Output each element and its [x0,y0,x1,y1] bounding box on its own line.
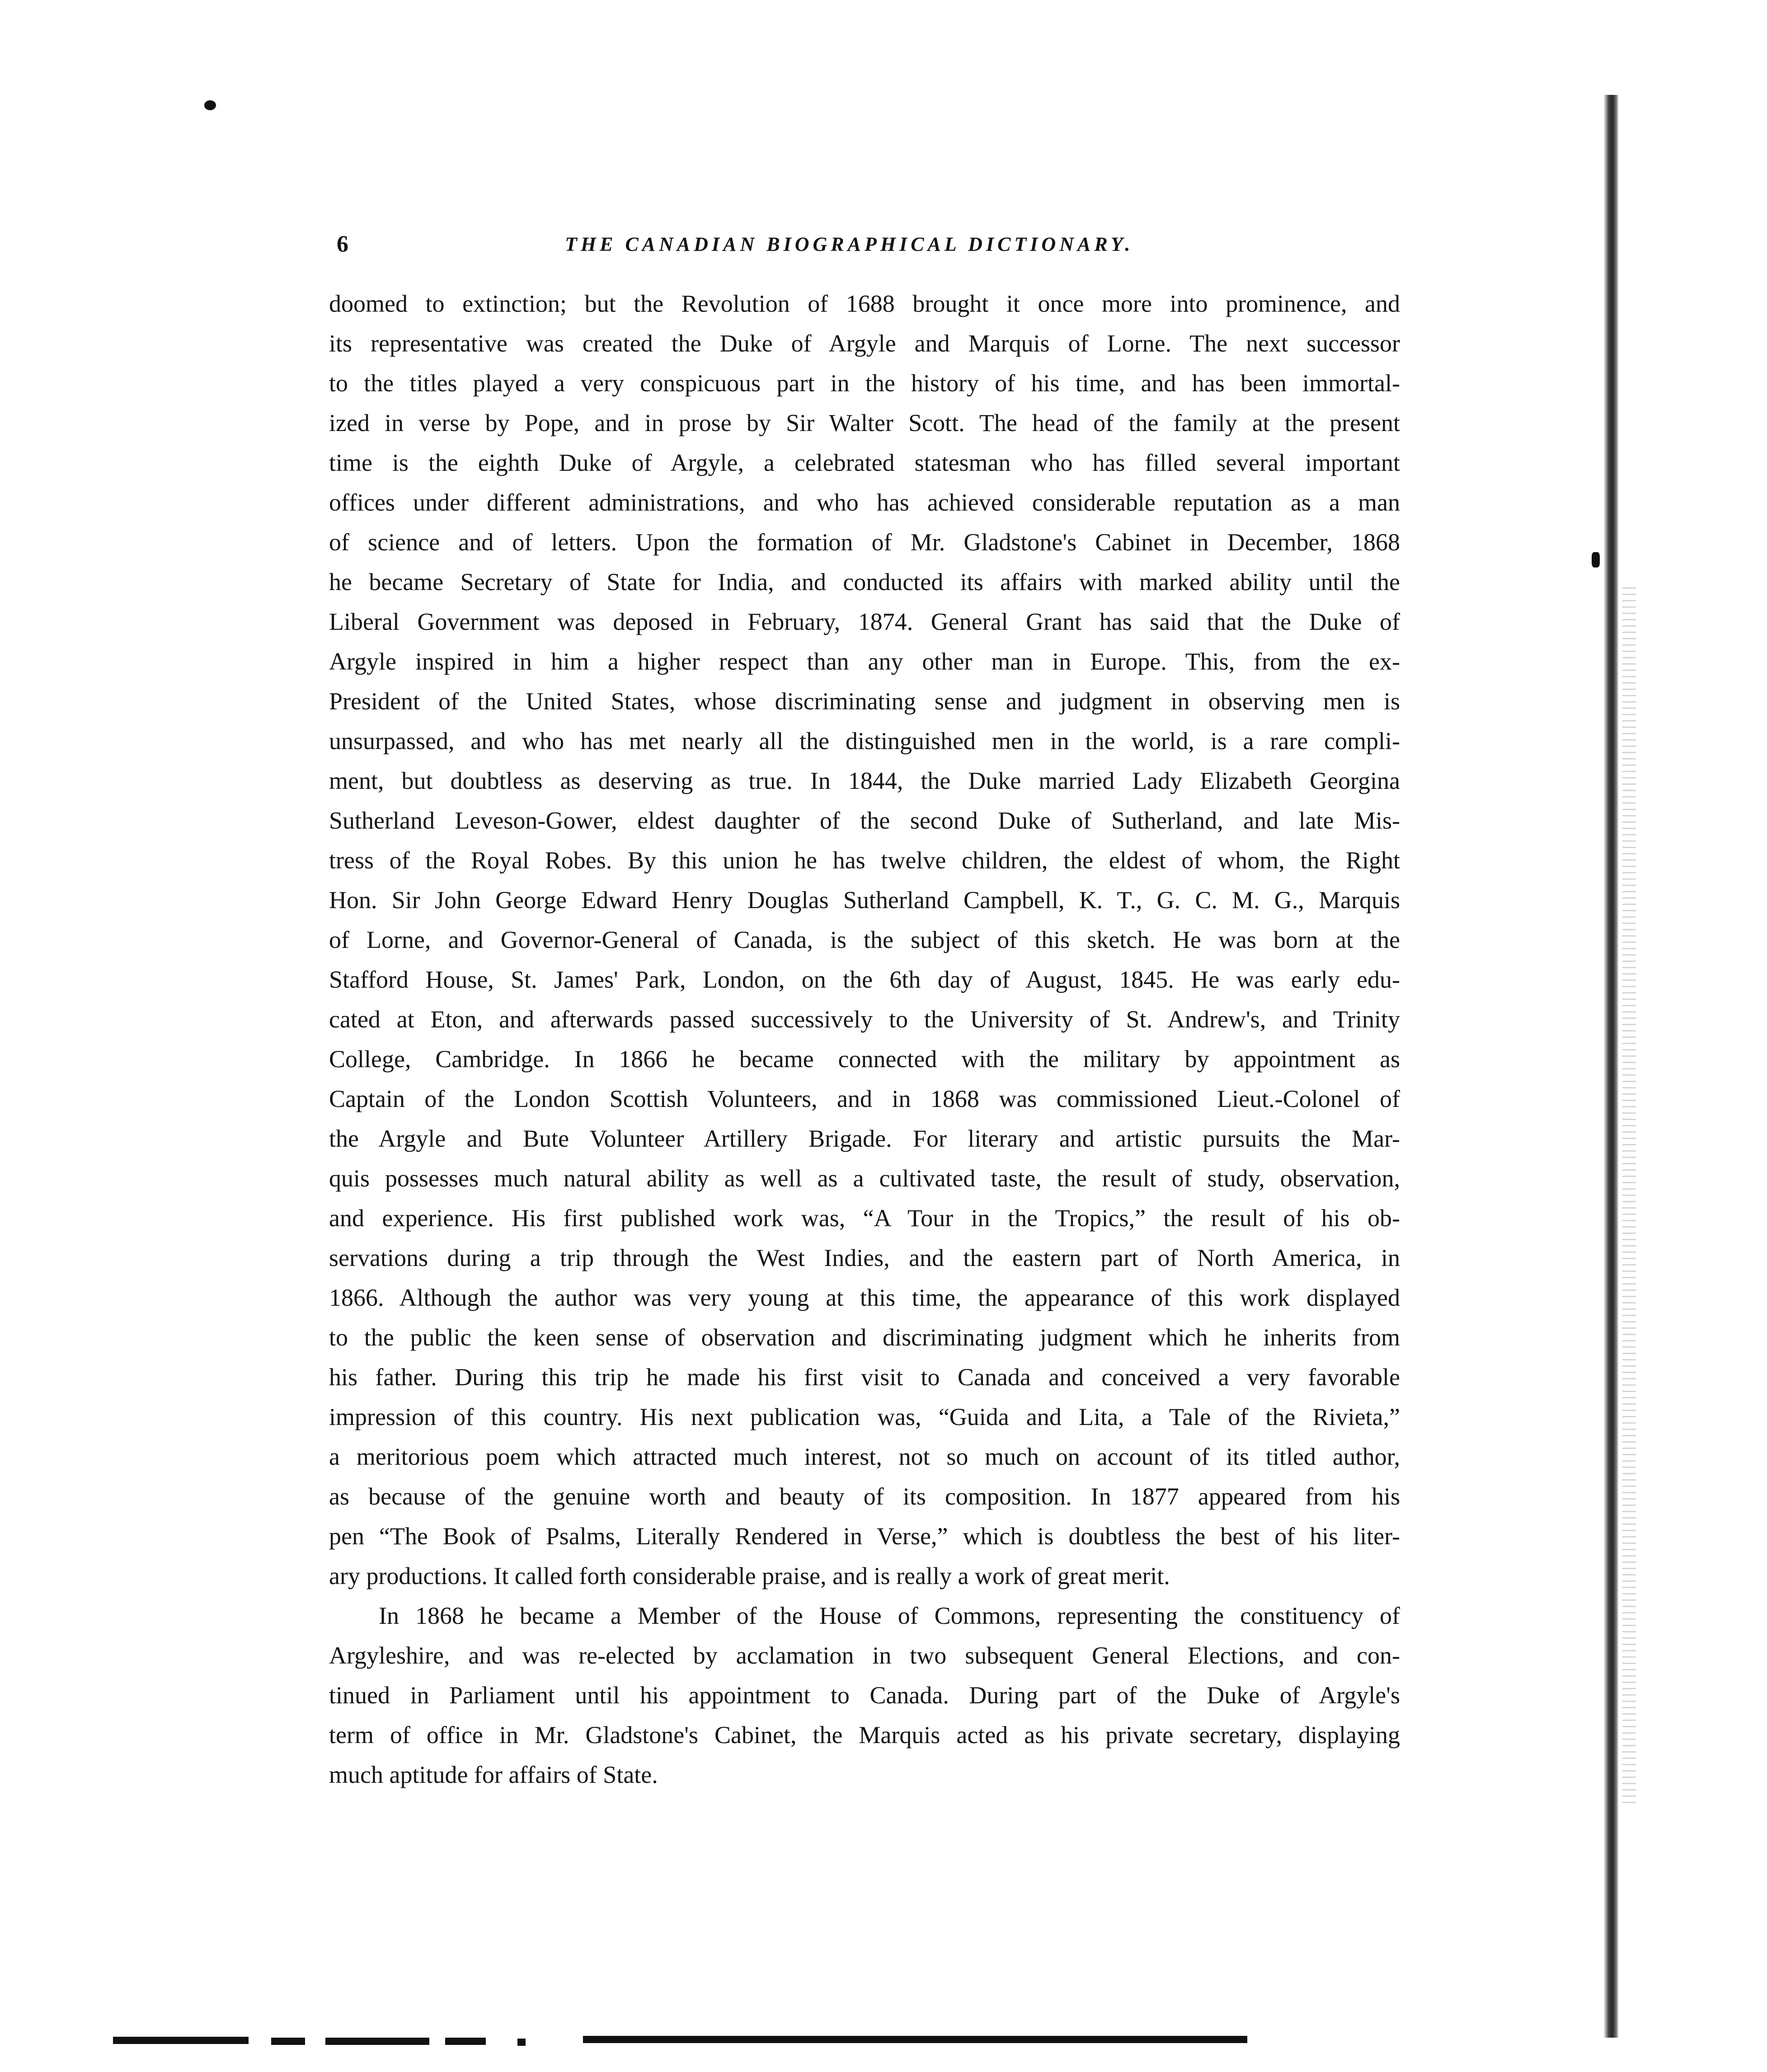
text-line: tinued in Parliament until his appointment to Canada. During part of the Duke of Argyle's [329,1682,1400,1709]
scan-dot [1592,552,1600,567]
text-line: servations during a trip through the West Indies, and the eastern part of North America, in [329,1244,1400,1271]
text-line: Sutherland Leveson-Gower, eldest daughter of the second Duke of Sutherland, and late Mis- [329,807,1400,834]
text-line: his father. During this trip he made his first visit to Canada and conceived a very favorable [329,1364,1400,1391]
text-line: 1866. Although the author was very young at this time, the appearance of this work displayed [329,1284,1400,1311]
page-header [337,229,1399,260]
text-line: offices under different administrations, and who has achieved considerable reputation as a man [329,489,1400,516]
text-line: as because of the genuine worth and beauty of its composition. In 1877 appeared from his [329,1483,1400,1510]
page-number: 6 [337,231,348,257]
scan-mark [583,2036,1247,2043]
text-line: unsurpassed, and who has met nearly all the distinguished men in the world, is a rare compli- [329,727,1400,755]
binding-shadow [1603,95,1619,2038]
text-line: its representative was created the Duke of Argyle and Marquis of Lorne. The next successor [329,330,1400,357]
scan-mark [517,2039,526,2046]
text-line: to the titles played a very conspicuous part in the history of his time, and has been immortal- [329,370,1400,397]
text-line: ized in verse by Pope, and in prose by Sir Walter Scott. The head of the family at the present [329,409,1400,436]
text-line: ary productions. It called forth considerable praise, and is really a work of great merit. [329,1562,1170,1589]
text-line: Argyleshire, and was re-elected by acclamation in two subsequent General Elections, and con- [329,1642,1400,1669]
text-line: Stafford House, St. James' Park, London, on the 6th day of August, 1845. He was early edu- [329,966,1400,993]
text-line: cated at Eton, and afterwards passed successively to the University of St. Andrew's, and Trinity [329,1006,1400,1033]
scan-mark [445,2038,486,2045]
scan-mark [271,2038,305,2045]
text-line: Captain of the London Scottish Volunteers, and in 1868 was commissioned Lieut.-Colonel of [329,1085,1400,1112]
scan-dot [204,100,216,110]
text-line: of Lorne, and Governor-General of Canada, is the subject of this sketch. He was born at the [329,926,1400,953]
text-line: much aptitude for affairs of State. [329,1761,658,1788]
text-line: College, Cambridge. In 1866 he became connected with the military by appointment as [329,1045,1400,1073]
scan-mark [325,2038,429,2045]
text-line: and experience. His first published work was, “A Tour in the Tropics,” the result of his ob- [329,1205,1400,1232]
paragraph-2 [329,1596,1400,1795]
text-line: a meritorious poem which attracted much interest, not so much on account of its titled author, [329,1443,1400,1470]
text-line: tress of the Royal Robes. By this union he has twelve children, the eldest of whom, the Right [329,847,1400,874]
text-line: to the public the keen sense of observation and discriminating judgment which he inherits from [329,1324,1400,1351]
scan-mark [113,2037,249,2044]
text-line: impression of this country. His next publication was, “Guida and Lita, a Tale of the Rivieta,” [329,1403,1400,1430]
text-line: ment, but doubtless as deserving as true. In 1844, the Duke married Lady Elizabeth Georgina [329,767,1400,794]
text-line: quis possesses much natural ability as well as a cultivated taste, the result of study, observation, [329,1165,1400,1192]
text-line: In 1868 he became a Member of the House of Commons, representing the constituency of [379,1602,1400,1629]
text-line: time is the eighth Duke of Argyle, a celebrated statesman who has filled several important [329,449,1400,476]
text-line: President of the United States, whose discriminating sense and judgment in observing men is [329,688,1400,715]
text-line: the Argyle and Bute Volunteer Artillery Brigade. For literary and artistic pursuits the Mar- [329,1125,1400,1152]
paragraph-1 [329,284,1400,1596]
text-line: of science and of letters. Upon the formation of Mr. Gladstone's Cabinet in December, 1868 [329,529,1400,556]
text-line: Hon. Sir John George Edward Henry Douglas Sutherland Campbell, K. T., G. C. M. G., Marquis [329,886,1400,914]
text-line: he became Secretary of State for India, and conducted its affairs with marked ability until the [329,568,1400,595]
text-line: term of office in Mr. Gladstone's Cabinet, the Marquis acted as his private secretary, displaying [329,1721,1400,1749]
body-text [329,284,1400,1795]
text-line: Liberal Government was deposed in February, 1874. General Grant has said that the Duke of [329,608,1400,635]
text-line: doomed to extinction; but the Revolution of 1688 brought it once more into prominence, and [329,290,1400,317]
binding-speckle [1622,587,1636,1807]
text-line: Argyle inspired in him a higher respect than any other man in Europe. This, from the ex- [329,648,1400,675]
text-line: pen “The Book of Psalms, Literally Rendered in Verse,” which is doubtless the best of his liter- [329,1523,1400,1550]
running-title: THE CANADIAN BIOGRAPHICAL DICTIONARY. [565,233,1134,255]
